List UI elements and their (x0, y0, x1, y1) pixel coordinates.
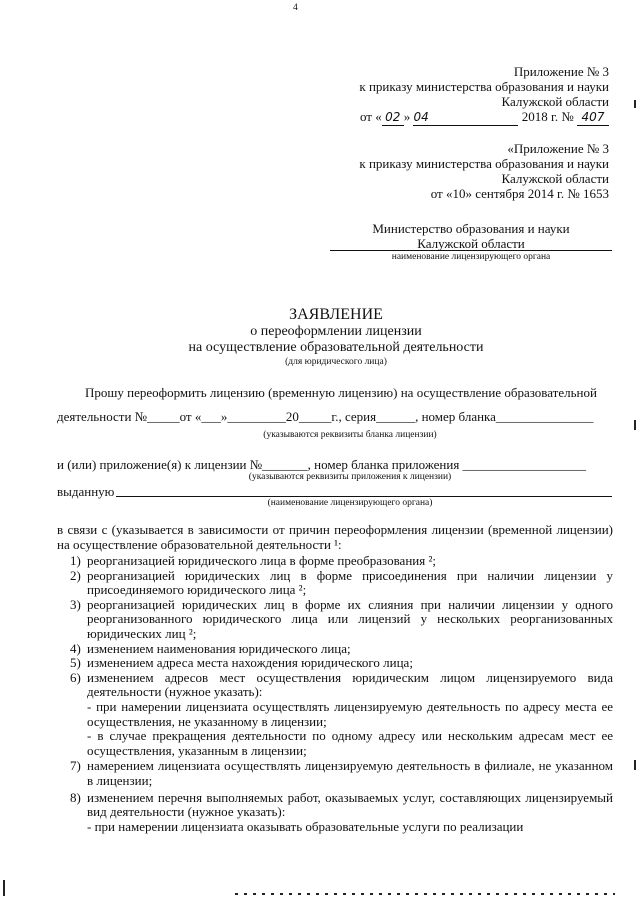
date-month-handwritten: 04 (413, 110, 518, 126)
authority-name: Министерство образования и науки (372, 221, 570, 236)
authority-caption: наименование лицензирующего органа (391, 252, 551, 262)
scan-edge-mark (634, 100, 636, 108)
appendix-date-line (309, 109, 609, 126)
reason-item-2 (57, 569, 613, 598)
appendix-original-block (309, 141, 609, 201)
document-title: ЗАЯВЛЕНИЕ (289, 306, 383, 323)
reason-num: 4) (70, 640, 81, 656)
reason-item-3 (57, 598, 613, 642)
reason-text: изменением адреса места нахождения юридического лица; (87, 655, 413, 671)
reason-8-option-1: - при намерении лицензиата оказывать образовательные услуги по реализации (87, 818, 524, 834)
issuer-underline (116, 496, 612, 497)
scan-edge-mark (634, 420, 636, 430)
appendix2-date: от «10» сентября 2014 г. № 1653 (430, 186, 609, 201)
appendix2-order-ref: к приказу министерства образования и науки (359, 156, 609, 171)
date-quote: » (403, 109, 411, 124)
reason-num: 3) (70, 596, 81, 612)
request-line-1: Прошу переоформить лицензию (временную лицензию) на осуществление образовательной (85, 385, 597, 400)
reason-num: 6) (70, 669, 81, 685)
date-year-text: 2018 г. № (521, 109, 574, 124)
reason-num: 8) (70, 789, 81, 805)
order-number-handwritten: 407 (577, 110, 609, 126)
document-subtitle-2: на осуществление образовательной деятельности (188, 340, 484, 355)
appendix-order-ref: к приказу министерства образования и науки (359, 79, 609, 94)
reason-item-8 (57, 791, 613, 820)
reason-item-4 (57, 642, 613, 657)
document-note: (для юридического лица) (285, 357, 387, 367)
caption-appendix-details: (указываются реквизиты приложения к лицензии) (248, 472, 452, 482)
reason-6-option-1: - при намерении лицензиата осуществлять лицензируемую деятельность по адресу места ее осуществления, не указанному в лицензии; (87, 698, 613, 729)
scan-edge-mark (634, 760, 636, 770)
caption-issuer: (наименование лицензирующего органа) (267, 498, 433, 508)
document-title-block (0, 306, 640, 368)
appendix-region: Калужской области (501, 94, 609, 109)
caption-blank-details: (указываются реквизиты бланка лицензии) (263, 430, 437, 440)
reason-text: намерением лицензиата осуществлять лицензируемую деятельность в филиале, не указанном в лицензии; (87, 758, 613, 788)
reason-text: реорганизацией юридического лица в форме преобразования ²; (87, 553, 436, 568)
scan-bottom-edge (235, 893, 615, 895)
reason-item-7 (57, 759, 613, 788)
reason-intro: в связи с (указывается в зависимости от причин переоформления лицензии (временной лицензии) на осуществление образовательной деятельности ¹: (57, 522, 613, 552)
appendix2-title: «Приложение № 3 (507, 141, 609, 156)
reason-list (57, 554, 613, 834)
date-day-handwritten: 02 (382, 110, 404, 126)
reason-num: 7) (70, 758, 81, 774)
appendix-line: и (или) приложение(я) к лицензии №_______, номер бланка приложения ___________________ (57, 457, 587, 472)
reason-text: реорганизацией юридических лиц в форме их слияния при наличии лицензии у одного реорганизованного юридического лица или лицензий у нескольких реорганизованных юридических лиц ²; (87, 596, 613, 641)
request-line-2: деятельности №_____от «___»_________20_____г., серия______, номер бланка_______________ (57, 409, 594, 424)
page-marker: 4 (293, 3, 298, 13)
reason-text: изменением адресов мест осуществления юридическим лицом лицензируемого вида деятельности (нужное указать): (87, 669, 613, 700)
appendix-title: Приложение № 3 (513, 64, 609, 79)
issued-label: выданную (57, 484, 115, 499)
reason-num: 1) (70, 553, 81, 568)
reason-text: изменением наименования юридического лица; (87, 640, 351, 656)
authority-region: Калужской области (417, 236, 525, 251)
authority-underline (330, 250, 612, 251)
scan-left-mark (3, 880, 5, 896)
appendix-order-block (309, 64, 609, 126)
appendix2-region: Калужской области (501, 171, 609, 186)
reason-num: 2) (70, 567, 81, 583)
authority-block (330, 221, 612, 251)
reason-text: реорганизацией юридических лиц в форме присоединения при наличии лицензии у присоединяемого юридического лица ²; (87, 567, 613, 598)
document-subtitle-1: о переоформлении лицензии (250, 324, 422, 339)
reason-text: изменением перечня выполняемых работ, оказываемых услуг, составляющих лицензируемый вид деятельности (нужное указать): (87, 789, 613, 820)
date-prefix: от « (359, 109, 382, 124)
reason-item-5 (57, 656, 613, 671)
reason-num: 5) (70, 655, 81, 671)
reason-item-1 (57, 554, 613, 569)
reason-item-6 (57, 671, 613, 700)
reason-6-option-2: - в случае прекращения деятельности по одному адресу или нескольким адресам мест ее осуществления, указанным в лицензии; (87, 728, 613, 758)
